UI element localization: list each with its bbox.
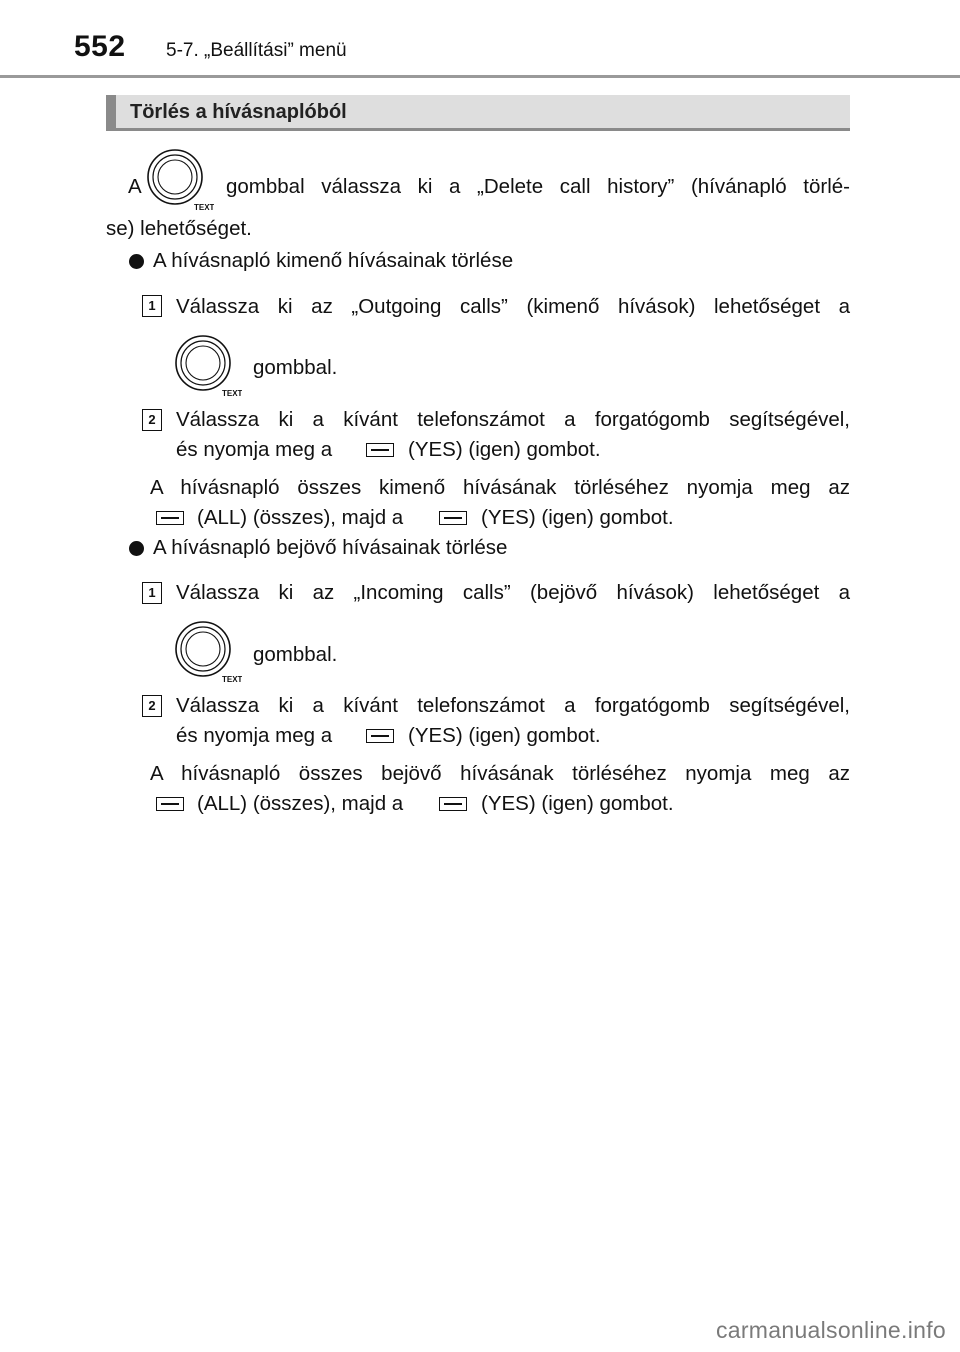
watermark: carmanualsonline.info <box>715 1317 946 1343</box>
knob-label: TEXT <box>222 675 242 684</box>
chapter-title: 5-7. „Beállítási” menü <box>166 40 347 61</box>
outgoing-step1-line2: gombbal. <box>253 356 338 379</box>
incoming-step1-line1: Válassza ki az „Incoming calls” (bejövő hívások) lehetőséget a <box>176 581 850 604</box>
bullet-dot <box>129 254 144 269</box>
intro-line-2: se) lehetőséget. <box>106 217 252 240</box>
knob-label: TEXT <box>194 203 214 212</box>
yes-button-icon <box>366 729 394 743</box>
incoming-step2-line2a: és nyomja meg a <box>176 724 333 747</box>
bullet-dot <box>129 541 144 556</box>
outgoing-step2-line2a: és nyomja meg a <box>176 438 333 461</box>
outgoing-note-line2b: (YES) (igen) gombot. <box>481 506 674 529</box>
outgoing-bullet-text: A hívásnapló kimenő hívásainak törlése <box>153 249 514 272</box>
section-heading <box>106 95 850 131</box>
incoming-note-line1: A hívásnapló összes bejövő hívásának törléséhez nyomja meg az <box>150 762 850 785</box>
step-number-badge: 1 <box>142 295 162 317</box>
tune-knob-icon <box>174 334 242 398</box>
tune-knob-icon <box>146 148 214 212</box>
intro-line-1: gombbal válassza ki a „Delete call history” (hívánapló törlé- <box>226 175 850 198</box>
tune-knob-icon <box>174 620 242 684</box>
all-button-icon <box>156 797 184 811</box>
outgoing-note-line2a: (ALL) (összes), majd a <box>197 506 404 529</box>
page-header <box>0 0 960 80</box>
outgoing-step2-line2b: (YES) (igen) gombot. <box>408 438 601 461</box>
incoming-bullet-text: A hívásnapló bejövő hívásainak törlése <box>153 536 508 559</box>
outgoing-note-line1: A hívásnapló összes kimenő hívásának törléséhez nyomja meg az <box>150 476 850 499</box>
intro-word-a: A <box>128 175 142 198</box>
step-number-badge: 2 <box>142 409 162 431</box>
yes-button-icon <box>366 443 394 457</box>
header-rule <box>0 75 960 78</box>
incoming-step2-line1: Válassza ki a kívánt telefonszámot a forgatógomb segítségével, <box>176 694 850 717</box>
outgoing-step1-line1: Válassza ki az „Outgoing calls” (kimenő hívások) lehetőséget a <box>176 295 850 318</box>
knob-label: TEXT <box>222 389 242 398</box>
incoming-note-line2b: (YES) (igen) gombot. <box>481 792 674 815</box>
page-number: 552 <box>74 30 126 63</box>
incoming-step2-line2b: (YES) (igen) gombot. <box>408 724 601 747</box>
yes-button-icon <box>439 511 467 525</box>
section-heading-text: Törlés a hívásnaplóból <box>130 101 347 123</box>
all-button-icon <box>156 511 184 525</box>
outgoing-step2-line1: Válassza ki a kívánt telefonszámot a forgatógomb segítségével, <box>176 408 850 431</box>
yes-button-icon <box>439 797 467 811</box>
step-number-badge: 2 <box>142 695 162 717</box>
incoming-note-line2a: (ALL) (összes), majd a <box>197 792 404 815</box>
incoming-step1-line2: gombbal. <box>253 643 338 666</box>
step-number-badge: 1 <box>142 582 162 604</box>
